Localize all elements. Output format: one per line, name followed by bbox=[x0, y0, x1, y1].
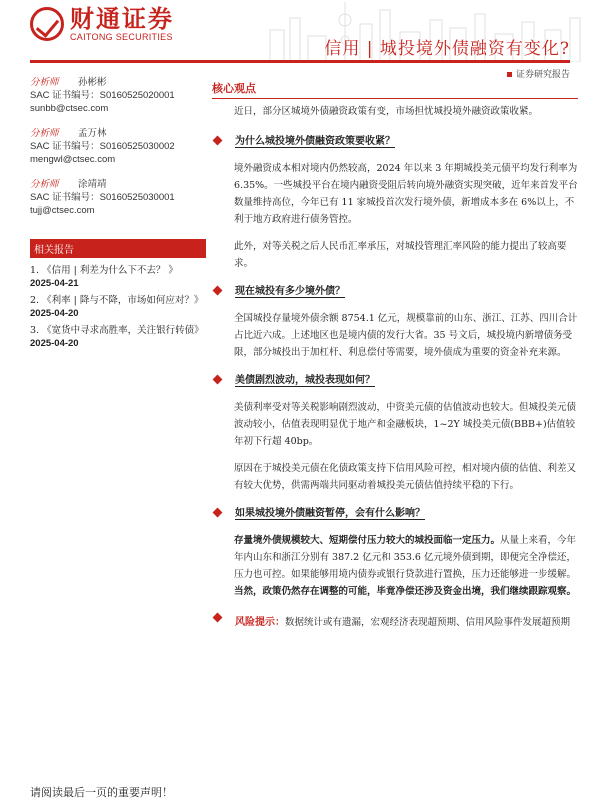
logo-english-name: CAITONG SECURITIES bbox=[70, 32, 173, 42]
core-views-heading: 核心观点 bbox=[212, 80, 578, 99]
section-title: 如果城投境外债融资暂停，会有什么影响？ bbox=[235, 504, 425, 520]
analyst-email[interactable]: sunbb@ctsec.com bbox=[30, 103, 109, 114]
risk-warning bbox=[212, 610, 578, 631]
body-paragraph: 此外，对等关税之后人民币汇率承压，对城投管理汇率风险的能力提出了较高要求。 bbox=[234, 241, 567, 269]
square-bullet-icon bbox=[507, 72, 512, 77]
document-type bbox=[507, 67, 570, 80]
diamond-bullet-icon bbox=[213, 374, 223, 384]
related-reports-heading: 相关报告 bbox=[30, 239, 206, 258]
company-logo bbox=[30, 6, 174, 42]
related-reports-list bbox=[30, 264, 206, 350]
analyst-name: 涂靖靖 bbox=[78, 179, 107, 190]
diamond-bullet-icon bbox=[213, 285, 223, 295]
related-report-date: 2025-04-21 bbox=[30, 278, 79, 289]
risk-label: 风险提示： bbox=[235, 617, 285, 628]
analyst-license: SAC 证书编号：S0160525030001 bbox=[30, 192, 175, 203]
section-heading bbox=[212, 504, 578, 520]
main-content bbox=[212, 80, 578, 631]
header-divider bbox=[30, 60, 570, 63]
analyst-license: SAC 证书编号：S0160525020001 bbox=[30, 90, 175, 101]
diamond-bullet-icon bbox=[213, 507, 223, 517]
analyst-card bbox=[30, 127, 206, 166]
body-paragraph: 境外融资成本相对境内仍然较高，2024 年以来 3 年期城投美元债平均发行利率为 6.35%。一些城投平台在境内融资受阻后转向境外融资实现突破，近年来首发平台数量维持高位，今年已有 11 家城投首次发行境外债，新增成本多在 6%以上，不利于地方政府进行债务管控。 bbox=[234, 163, 578, 225]
analyst-role: 分析师 bbox=[30, 77, 59, 88]
section-heading bbox=[212, 132, 578, 148]
section-title: 现在城投有多少境外债？ bbox=[235, 282, 345, 298]
analyst-email[interactable]: tujj@ctsec.com bbox=[30, 205, 95, 216]
report-title: 信用 | 城投境外债融资有变化? bbox=[324, 39, 570, 59]
analyst-role: 分析师 bbox=[30, 128, 59, 139]
logo-check-icon bbox=[30, 7, 64, 41]
sidebar bbox=[30, 76, 206, 354]
related-report-title[interactable]: 1. 《信用 | 利差为什么下不去？ 》 bbox=[30, 265, 178, 276]
intro-paragraph: 近日，部分区城境外债融资政策有变，市场担忧城投境外融资政策收紧。 bbox=[234, 106, 539, 117]
diamond-bullet-icon bbox=[213, 613, 223, 623]
analyst-name: 孟万林 bbox=[78, 128, 107, 139]
analyst-card bbox=[30, 178, 206, 217]
related-report-date: 2025-04-20 bbox=[30, 308, 79, 319]
bold-conclusion-text: 当然，政策仍然存在调整的可能，毕竟净偿还涉及资金出境，我们继续跟踪观察。 bbox=[234, 586, 577, 597]
related-report-title[interactable]: 3. 《宽货中寻求高胜率，关注银行转债》 bbox=[30, 325, 204, 336]
body-paragraph: 美债利率受对等关税影响剧烈波动，中资美元债的估值波动也较大。但城投美元债波动较小，估值表现明显优于地产和金融板块，1~2Y 城投美元债(BBB+)估值较年初下行超 40bp。 bbox=[234, 402, 577, 447]
analyst-role: 分析师 bbox=[30, 179, 59, 190]
body-paragraph bbox=[234, 532, 578, 600]
diamond-bullet-icon bbox=[213, 135, 223, 145]
footer-disclaimer: 请阅读最后一页的重要声明！ bbox=[30, 786, 173, 799]
risk-text: 数据统计或有遗漏，宏观经济表现超预期、信用风险事件发展超预期 bbox=[285, 617, 571, 628]
analyst-email[interactable]: mengwl@ctsec.com bbox=[30, 154, 116, 165]
section-title: 为什么城投境外债融资政策要收紧？ bbox=[235, 132, 395, 148]
section-heading bbox=[212, 371, 578, 387]
bold-lead-text: 存量境外债规模较大、短期偿付压力较大的城投面临一定压力。 bbox=[234, 535, 501, 546]
section-title: 美债剧烈波动，城投表现如何？ bbox=[235, 371, 375, 387]
related-report-title[interactable]: 2. 《利率 | 降与不降，市场如何应对？》 bbox=[30, 295, 204, 306]
document-type-label: 证券研究报告 bbox=[515, 70, 570, 80]
body-paragraph: 原因在于城投美元债在化债政策支持下信用风险可控，相对境内债的估值、利差又有较大优势，供需两端共同驱动着城投美元债估值持续平稳的下行。 bbox=[234, 463, 577, 491]
body-paragraph: 全国城投存量境外债余额 8754.1 亿元，规模靠前的山东、浙江、江苏、四川合计占比近六成。上述地区也是境内债的发行大省。35 号文后，城投境内新增债务受限，部分城投出于加杠杆、利息偿付等需要，境外债成为重要的资金补充来源。 bbox=[234, 313, 578, 358]
section-heading bbox=[212, 282, 578, 298]
logo-chinese-name: 财通证券 bbox=[70, 5, 174, 33]
body-text: 从量上来看，今年年内山东和浙江分别有 387.2 亿元和 353.6 亿元境外债到期，即便完全净偿还，压力也可控。如果能够用境内债券或银行贷款进行置换，压力还能够进一步缓解。 bbox=[234, 535, 577, 580]
analyst-card bbox=[30, 76, 206, 115]
analyst-name: 孙彬彬 bbox=[78, 77, 107, 88]
related-report-date: 2025-04-20 bbox=[30, 338, 79, 349]
analyst-license: SAC 证书编号：S0160525030002 bbox=[30, 141, 175, 152]
